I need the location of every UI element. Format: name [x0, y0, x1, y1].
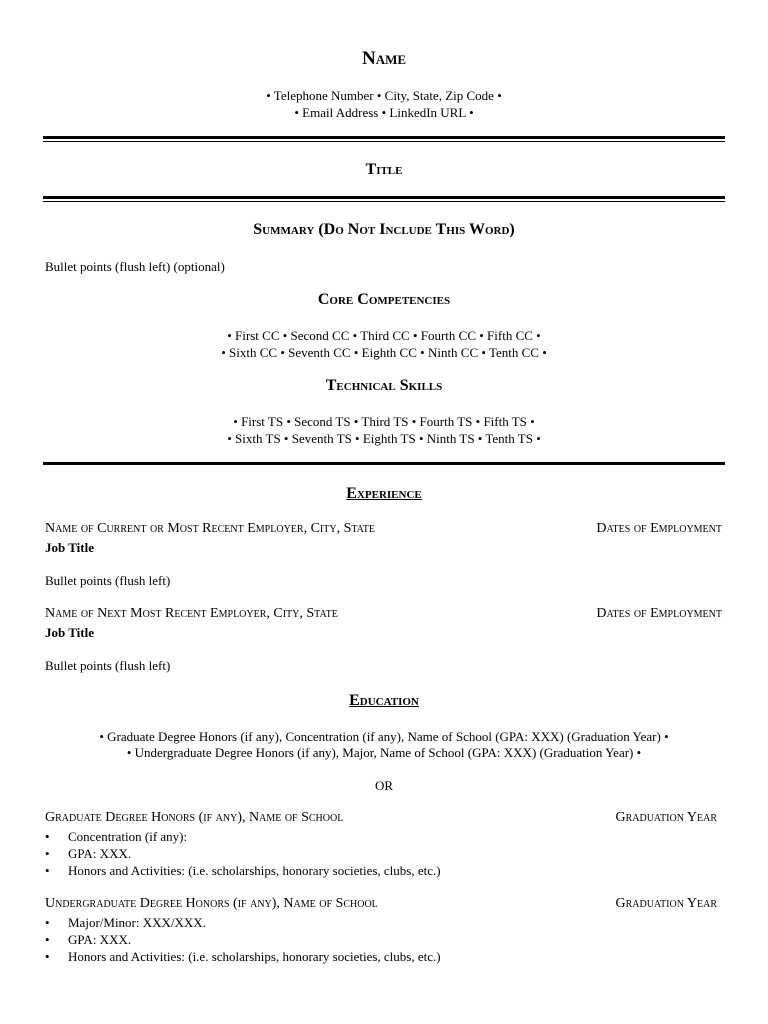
- education-heading: Education: [349, 692, 419, 709]
- core-competencies-line-2: • Sixth CC • Seventh CC • Eighth CC • Ninth CC • Tenth CC •: [221, 345, 547, 360]
- section-divider: [43, 462, 725, 465]
- list-item: • Honors and Activities: (i.e. scholarships, honorary societies, clubs, etc.): [45, 862, 441, 879]
- education-entry-1-degree: Graduate Degree Honors (if any), Name of School: [45, 810, 344, 825]
- list-item: • GPA: XXX.: [45, 931, 441, 948]
- job-2-title: Job Title: [45, 625, 95, 640]
- technical-skills-line-2: • Sixth TS • Seventh TS • Eighth TS • Ninth TS • Tenth TS •: [227, 431, 541, 446]
- summary-text: Bullet points (flush left) (optional): [45, 259, 225, 274]
- job-2-employer: Name of Next Most Recent Employer, City, State: [45, 606, 338, 621]
- core-competencies-heading: Core Competencies: [317, 291, 451, 308]
- education-entry-2-degree: Undergraduate Degree Honors (if any), Name of School: [45, 896, 378, 911]
- list-item: • Honors and Activities: (i.e. scholarships, honorary societies, clubs, etc.): [45, 948, 441, 965]
- education-entry-1-header: [45, 810, 717, 826]
- header-divider-bottom: [43, 196, 725, 202]
- job-1-header: [45, 521, 722, 537]
- education-line-1: • Graduate Degree Honors (if any), Concentration (if any), Name of School (GPA: XXX) (Graduation Year) •: [99, 729, 669, 744]
- list-item: • Concentration (if any):: [45, 828, 441, 845]
- education-entry-2-year: Graduation Year: [615, 896, 717, 911]
- education-entry-2-header: [45, 896, 717, 912]
- resume-title: Title: [365, 161, 403, 178]
- core-competencies-line-1: • First CC • Second CC • Third CC • Fourth CC • Fifth CC •: [227, 328, 541, 343]
- education-entry-2-list: [45, 914, 441, 965]
- resume-name: Name: [361, 48, 407, 69]
- job-1-employer: Name of Current or Most Recent Employer, City, State: [45, 521, 375, 536]
- header-divider-top: [43, 136, 725, 142]
- job-2-header: [45, 606, 722, 622]
- education-line-2: • Undergraduate Degree Honors (if any), Major, Name of School (GPA: XXX) (Graduation Year) •: [126, 745, 642, 760]
- summary-heading: Summary (Do Not Include This Word): [253, 221, 515, 238]
- job-2-dates: Dates of Employment: [596, 606, 722, 621]
- technical-skills-line-1: • First TS • Second TS • Third TS • Fourth TS • Fifth TS •: [233, 414, 535, 429]
- technical-skills-heading: Technical Skills: [325, 377, 443, 394]
- list-item: • GPA: XXX.: [45, 845, 441, 862]
- job-1-dates: Dates of Employment: [596, 521, 722, 536]
- contact-line-2: • Email Address • LinkedIn URL •: [294, 105, 474, 120]
- experience-heading: Experience: [346, 485, 422, 502]
- contact-line-1: • Telephone Number • City, State, Zip Code •: [266, 88, 502, 103]
- job-1-title: Job Title: [45, 540, 95, 555]
- job-2-bullets: Bullet points (flush left): [45, 658, 171, 673]
- education-entry-1-year: Graduation Year: [615, 810, 717, 825]
- education-or: OR: [374, 778, 394, 793]
- job-1-bullets: Bullet points (flush left): [45, 573, 171, 588]
- list-item: • Major/Minor: XXX/XXX.: [45, 914, 441, 931]
- education-entry-1-list: [45, 828, 441, 879]
